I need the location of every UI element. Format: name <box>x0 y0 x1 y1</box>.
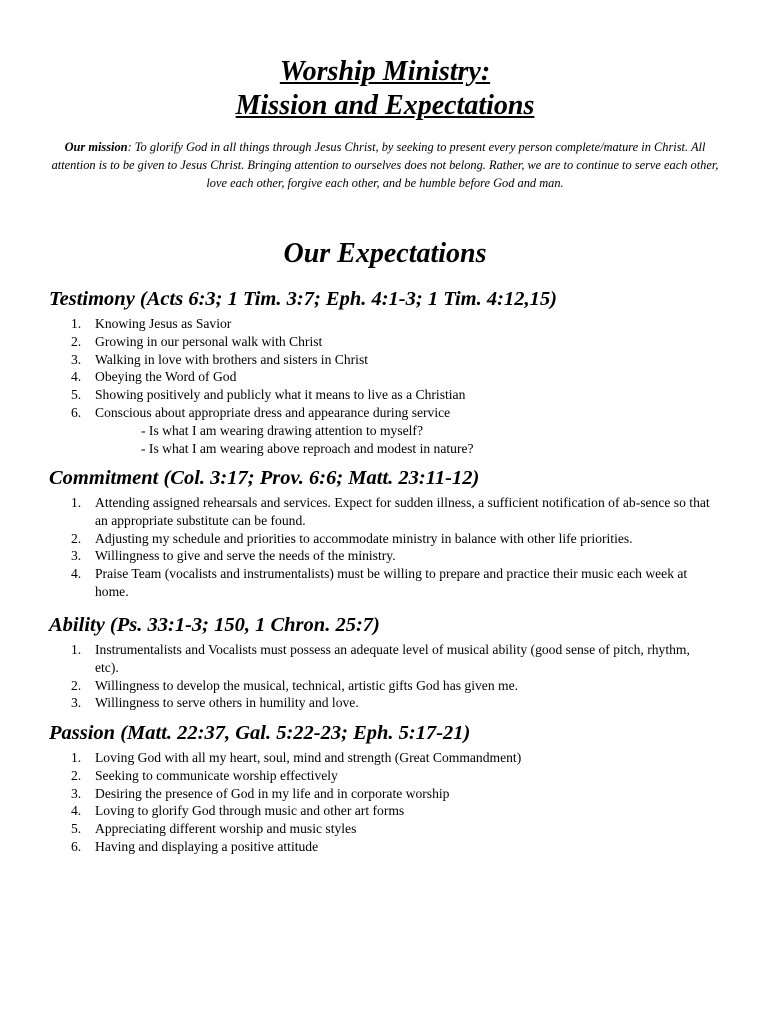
page-title-line-1: Worship Ministry: <box>279 56 491 87</box>
list-item <box>49 749 710 767</box>
list-item <box>49 530 710 548</box>
expectations-heading: Our Expectations <box>283 238 487 269</box>
list-item-text: Having and displaying a positive attitude <box>95 838 319 854</box>
list-item <box>49 368 710 386</box>
list-item <box>49 494 710 530</box>
list-item <box>49 767 710 785</box>
list-item-number: 1. <box>71 750 82 765</box>
passion-list <box>49 749 729 856</box>
section-heading-testimony: Testimony (Acts 6:3; 1 Tim. 3:7; Eph. 4:1-3; 1 Tim. 4:12,15) <box>49 288 557 310</box>
list-item <box>49 694 710 712</box>
list-item-text: Desiring the presence of God in my life and in corporate worship <box>95 785 450 801</box>
list-item-text: Willingness to develop the musical, technical, artistic gifts God has given me. <box>95 677 519 693</box>
sub-item: - Is what I am wearing drawing attention to myself? <box>141 422 423 438</box>
section-ability <box>49 612 729 712</box>
mission-label: Our mission <box>64 140 128 154</box>
list-item-text: Knowing Jesus as Savior <box>95 316 232 331</box>
list-item-text: Conscious about appropriate dress and appearance during service <box>95 404 451 420</box>
mission-text: : To glorify God in all things through Jesus Christ, by seeking to present every person complete/mature in Christ. All attention is to be given to Jesus Christ. Bringing attention to ourselves does not belong. Rather, we are to continue to serve each other, love each other, forgive each other, and be humble before God and man. <box>51 140 719 190</box>
list-item-text: Showing positively and publicly what it means to live as a Christian <box>95 387 466 403</box>
sub-item: - Is what I am wearing above reproach and modest in nature? <box>141 440 474 456</box>
list-item-number: 3. <box>71 548 82 564</box>
page-title-line-2: Mission and Expectations <box>235 90 535 121</box>
list-item-number: 3. <box>71 785 82 801</box>
list-item <box>49 565 710 601</box>
list-item <box>49 386 710 404</box>
list-item-number: 2. <box>71 677 82 693</box>
list-item <box>49 785 710 803</box>
list-item-number: 3. <box>71 351 82 367</box>
list-item <box>49 820 710 838</box>
section-heading-passion: Passion (Matt. 22:37, Gal. 5:22-23; Eph. 5:17-21) <box>49 722 471 744</box>
list-item <box>49 315 710 333</box>
list-item-number: 2. <box>71 333 82 349</box>
list-item <box>49 802 710 820</box>
ability-list <box>49 641 729 712</box>
list-item-text: Walking in love with brothers and sisters in Christ <box>95 351 369 367</box>
list-item <box>49 838 710 856</box>
testimony-list <box>49 315 729 422</box>
list-item-text: Willingness to give and serve the needs of the ministry. <box>95 548 396 564</box>
list-item-number: 1. <box>71 642 82 657</box>
list-item-text: Growing in our personal walk with Christ <box>95 333 323 349</box>
section-commitment <box>49 465 729 601</box>
list-item-number: 5. <box>71 387 82 403</box>
list-item-number: 3. <box>71 695 82 711</box>
list-item-number: 4. <box>71 369 82 385</box>
list-item-number: 6. <box>71 404 82 420</box>
list-item-text: Seeking to communicate worship effectively <box>95 767 338 783</box>
list-item-text: Obeying the Word of God <box>95 369 237 385</box>
mission-statement <box>50 138 720 192</box>
list-item-number: 5. <box>71 821 82 837</box>
list-item-text: Appreciating different worship and music styles <box>95 821 357 837</box>
commitment-list <box>49 494 729 601</box>
section-testimony <box>49 286 729 457</box>
list-item-number: 2. <box>71 767 82 783</box>
section-passion <box>49 720 729 856</box>
list-item <box>49 404 710 422</box>
list-item-number: 2. <box>71 530 82 546</box>
list-item-text: Loving to glorify God through music and other art forms <box>95 803 405 819</box>
list-item-number: 1. <box>71 495 82 510</box>
section-heading-commitment: Commitment (Col. 3:17; Prov. 6:6; Matt. 23:11-12) <box>49 467 480 489</box>
list-item-number: 4. <box>71 566 82 582</box>
list-item <box>49 641 710 677</box>
list-item-text: Adjusting my schedule and priorities to accommodate ministry in balance with other life priorities. <box>95 530 633 546</box>
list-item <box>49 351 710 369</box>
list-item-number: 4. <box>71 803 82 819</box>
list-item-text: Willingness to serve others in humility and love. <box>95 695 359 711</box>
list-item-text: Instrumentalists and Vocalists must possess an adequate level of musical ability (good sense of pitch, rhythm, etc). <box>95 642 690 675</box>
list-item-number: 1. <box>71 316 82 331</box>
section-heading-ability: Ability (Ps. 33:1-3; 150, 1 Chron. 25:7) <box>49 614 380 636</box>
list-item <box>49 547 710 565</box>
list-item-text: Attending assigned rehearsals and services. Expect for sudden illness, a sufficient notification of ab-sence so that an appropriate substitute can be found. <box>95 495 710 528</box>
list-item-number: 6. <box>71 838 82 854</box>
list-item <box>49 677 710 695</box>
list-item-text: Praise Team (vocalists and instrumentalists) must be willing to prepare and practice their music each week at home. <box>95 566 688 599</box>
list-item-text: Loving God with all my heart, soul, mind and strength (Great Commandment) <box>95 750 522 765</box>
list-item <box>49 333 710 351</box>
